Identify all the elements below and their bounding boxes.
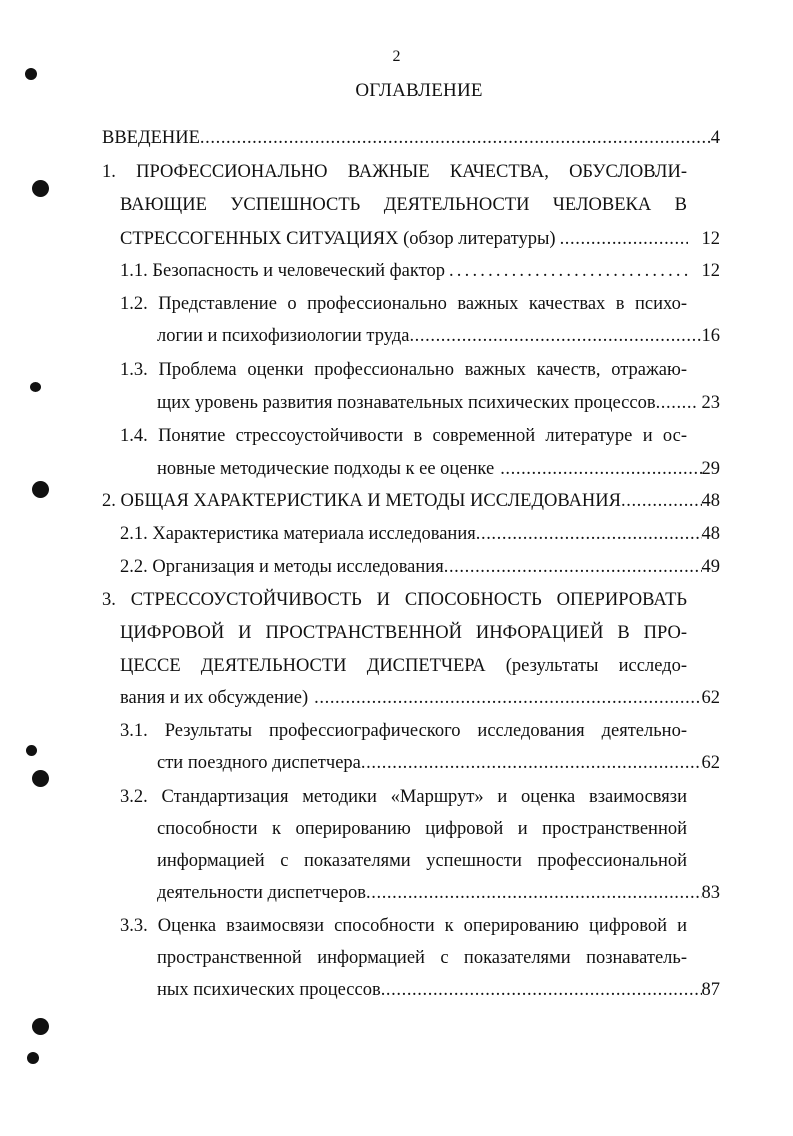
toc-entry-3-1-line2 bbox=[157, 752, 720, 774]
toc-entry-text: сти поездного диспетчера bbox=[157, 753, 361, 773]
toc-page-number: 29 bbox=[701, 459, 720, 479]
toc-entry-3-2-line4 bbox=[157, 882, 720, 904]
toc-entry-ch3-line1 bbox=[102, 589, 687, 611]
toc-entry-1-1 bbox=[120, 260, 720, 282]
toc-entry-text: 2. ОБЩАЯ ХАРАКТЕРИСТИКА И МЕТОДЫ ИССЛЕДОВАНИЯ bbox=[102, 491, 621, 511]
dot-leader bbox=[476, 523, 702, 545]
toc-entry-3-1-line1 bbox=[120, 720, 687, 742]
dot-leader bbox=[361, 752, 702, 774]
dot-leader bbox=[381, 979, 702, 1001]
toc-entry-ch1-line1 bbox=[102, 161, 687, 183]
toc-entry-text: логии и психофизиологии труда bbox=[157, 326, 410, 346]
toc-entry-1-2-line2 bbox=[157, 325, 720, 347]
toc-entry-text: ЦЕССЕ ДЕЯТЕЛЬНОСТИ ДИСПЕТЧЕРА (результаты исследо- bbox=[120, 656, 687, 676]
toc-entry-text: вания и их обсуждение) bbox=[120, 688, 309, 708]
toc-entry-text: 3.1. Результаты профессиографического исследования деятельно- bbox=[120, 721, 687, 741]
toc-entry-2-1 bbox=[120, 523, 720, 545]
toc-entry-text: 3.2. Стандартизация методики «Маршрут» и оценка взаимосвязи bbox=[120, 787, 687, 807]
dot-leader bbox=[560, 228, 688, 250]
toc-entry-text: ВВЕДЕНИЕ bbox=[102, 128, 200, 148]
scan-hole-mark bbox=[25, 68, 37, 80]
toc-entry-3-3-line1 bbox=[120, 915, 687, 937]
scan-hole-mark bbox=[30, 382, 41, 392]
toc-page-number: 12 bbox=[701, 229, 720, 249]
toc-entry-text: информацией с показателями успешности профессиональной bbox=[157, 851, 687, 871]
toc-entry-3-2-line1 bbox=[120, 786, 687, 808]
dot-leader bbox=[444, 556, 702, 578]
toc-entry-3-3-line2 bbox=[157, 947, 687, 969]
scan-hole-mark bbox=[32, 481, 49, 498]
toc-entry-text: ЦИФРОВОЙ И ПРОСТРАНСТВЕННОЙ ИНФОРАЦИЕЙ В ПРО- bbox=[120, 623, 687, 643]
toc-page-number: 87 bbox=[701, 980, 720, 1000]
scan-hole-mark bbox=[32, 1018, 49, 1035]
scan-hole-mark bbox=[27, 1052, 39, 1064]
toc-entry-text: 2.2. Организация и методы исследования bbox=[120, 557, 444, 577]
toc-entry-text: 1.2. Представление о профессионально важных качествах в психо- bbox=[120, 294, 687, 314]
dot-leader bbox=[366, 882, 701, 904]
toc-page-number: 48 bbox=[701, 524, 720, 544]
toc-entry-ch1-line3 bbox=[120, 228, 720, 250]
toc-entry-text: новные методические подходы к ее оценке bbox=[157, 459, 495, 479]
toc-entry-text: способности к оперированию цифровой и пространственной bbox=[157, 819, 687, 839]
toc-entry-text: щих уровень развития познавательных психических процессов bbox=[157, 393, 656, 413]
toc-page-number: 49 bbox=[701, 557, 720, 577]
toc-entry-1-2-line1 bbox=[120, 293, 687, 315]
toc-entry-2-2 bbox=[120, 556, 720, 578]
toc-entry-text: 1. ПРОФЕССИОНАЛЬНО ВАЖНЫЕ КАЧЕСТВА, ОБУСЛОВЛИ- bbox=[102, 162, 687, 182]
dot-leader bbox=[656, 392, 696, 414]
toc-entry-ch3-line2 bbox=[120, 622, 687, 644]
toc-entry-text: ВАЮЩИЕ УСПЕШНОСТЬ ДЕЯТЕЛЬНОСТИ ЧЕЛОВЕКА В bbox=[120, 195, 687, 215]
toc-page-number: 12 bbox=[701, 261, 720, 281]
scan-hole-mark bbox=[26, 745, 37, 756]
toc-entry-ch1-line2 bbox=[120, 194, 687, 216]
page-number: 2 bbox=[392, 48, 401, 65]
toc-entry-text: пространственной информацией с показателями познаватель- bbox=[157, 948, 687, 968]
toc-page-number: 16 bbox=[701, 326, 720, 346]
scan-hole-mark bbox=[32, 180, 49, 197]
toc-entry-text: 1.3. Проблема оценки профессионально важных качеств, отражаю- bbox=[120, 360, 687, 380]
toc-entry-1-4-line1 bbox=[120, 425, 687, 447]
toc-entry-ch3-line4 bbox=[120, 687, 720, 709]
dot-leader bbox=[500, 458, 701, 480]
toc-page-number: 4 bbox=[710, 128, 720, 148]
dot-leader bbox=[409, 325, 701, 347]
toc-entry-text: 2.1. Характеристика материала исследования bbox=[120, 524, 476, 544]
scan-hole-mark bbox=[32, 770, 49, 787]
toc-page-number: 83 bbox=[701, 883, 720, 903]
toc-page-number: 23 bbox=[701, 393, 720, 413]
toc-page-number: 48 bbox=[701, 491, 720, 511]
toc-entry-text: СТРЕССОГЕННЫХ СИТУАЦИЯХ (обзор литературы) bbox=[120, 229, 556, 249]
toc-page-number: 62 bbox=[701, 688, 720, 708]
toc-entry-ch2 bbox=[102, 490, 720, 512]
toc-entry-ch3-line3 bbox=[120, 655, 687, 677]
toc-heading: ОГЛАВЛЕНИЕ bbox=[355, 80, 483, 101]
toc-page-number: 62 bbox=[701, 753, 720, 773]
toc-entry-text: 1.1. Безопасность и человеческий фактор bbox=[120, 261, 445, 281]
dot-leader bbox=[200, 127, 711, 149]
dot-leader bbox=[449, 260, 688, 282]
toc-entry-3-2-line2 bbox=[157, 818, 687, 840]
toc-entry-1-4-line2 bbox=[157, 458, 720, 480]
dot-leader bbox=[314, 687, 701, 709]
toc-entry-intro bbox=[102, 127, 720, 149]
toc-entry-text: 1.4. Понятие стрессоустойчивости в современной литературе и ос- bbox=[120, 426, 687, 446]
toc-entry-1-3-line1 bbox=[120, 359, 687, 381]
toc-entry-3-3-line3 bbox=[157, 979, 720, 1001]
toc-entry-3-2-line3 bbox=[157, 850, 687, 872]
toc-entry-text: деятельности диспетчеров bbox=[157, 883, 367, 903]
toc-entry-text: 3.3. Оценка взаимосвязи способности к оперированию цифровой и bbox=[120, 916, 687, 936]
dot-leader bbox=[621, 490, 702, 512]
toc-entry-1-3-line2 bbox=[157, 392, 720, 414]
toc-entry-text: 3. СТРЕССОУСТОЙЧИВОСТЬ И СПОСОБНОСТЬ ОПЕРИРОВАТЬ bbox=[102, 590, 687, 610]
toc-entry-text: ных психических процессов bbox=[157, 980, 381, 1000]
